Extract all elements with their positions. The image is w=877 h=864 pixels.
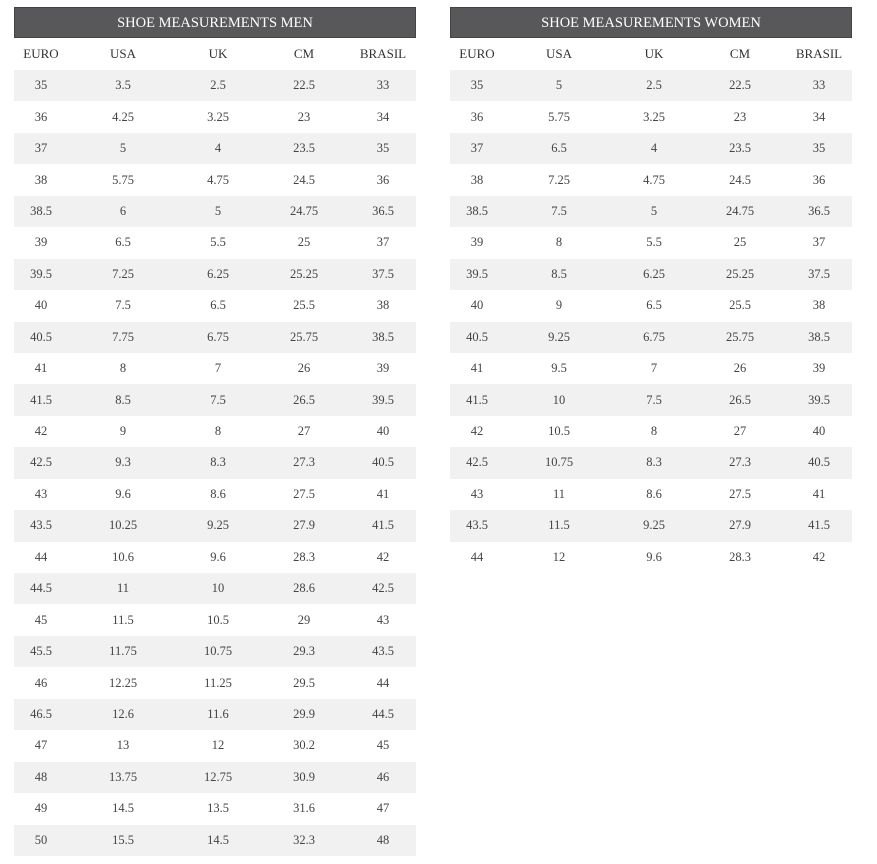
size-cell-euro: 37 (14, 133, 68, 164)
size-cell-cm: 27.3 (694, 447, 786, 478)
size-cell-cm: 28.3 (258, 542, 350, 573)
size-cell-uk: 10.75 (178, 636, 258, 667)
size-cell-cm: 30.9 (258, 762, 350, 793)
size-cell-uk: 6.5 (178, 290, 258, 321)
size-cell-uk: 8 (178, 416, 258, 447)
size-cell-cm: 29.9 (258, 699, 350, 730)
size-cell-euro: 43 (14, 479, 68, 510)
size-cell-euro: 50 (14, 825, 68, 856)
size-cell-cm: 27.5 (258, 479, 350, 510)
table-row (14, 416, 416, 447)
size-cell-brasil: 36 (786, 164, 852, 195)
table-row (450, 164, 852, 195)
table-row (14, 447, 416, 478)
size-cell-usa: 8 (504, 227, 614, 258)
size-cell-brasil: 44 (350, 667, 416, 698)
table-row (14, 730, 416, 761)
size-cell-uk: 4 (178, 133, 258, 164)
size-cell-uk: 7 (614, 353, 694, 384)
size-cell-uk: 5.5 (614, 227, 694, 258)
size-cell-uk: 6.25 (178, 259, 258, 290)
men-header-euro: EURO (23, 46, 59, 61)
table-row (14, 196, 416, 227)
size-cell-brasil: 41.5 (786, 510, 852, 541)
size-cell-uk: 10.5 (178, 604, 258, 635)
women-table-title: SHOE MEASUREMENTS WOMEN (450, 7, 852, 38)
size-cell-uk: 11.25 (178, 667, 258, 698)
table-row (450, 227, 852, 258)
table-row (450, 101, 852, 132)
size-cell-brasil: 33 (350, 70, 416, 101)
size-cell-uk: 8.6 (178, 479, 258, 510)
size-cell-uk: 3.25 (178, 101, 258, 132)
table-row (14, 636, 416, 667)
size-cell-euro: 44 (450, 542, 504, 573)
table-row (14, 259, 416, 290)
size-cell-brasil: 41 (786, 479, 852, 510)
size-cell-euro: 38 (14, 164, 68, 195)
size-cell-uk: 9.25 (614, 510, 694, 541)
size-cell-usa: 4.25 (68, 101, 178, 132)
size-cell-brasil: 42 (786, 542, 852, 573)
size-cell-brasil: 41 (350, 479, 416, 510)
size-cell-usa: 10.25 (68, 510, 178, 541)
size-cell-brasil: 39 (350, 353, 416, 384)
size-cell-euro: 41 (14, 353, 68, 384)
size-cell-cm: 25.5 (258, 290, 350, 321)
table-row (14, 133, 416, 164)
size-cell-cm: 24.5 (694, 164, 786, 195)
table-row (450, 322, 852, 353)
size-cell-usa: 11.75 (68, 636, 178, 667)
size-cell-euro: 41 (450, 353, 504, 384)
size-cell-usa: 5 (68, 133, 178, 164)
table-row (14, 510, 416, 541)
size-cell-brasil: 34 (350, 101, 416, 132)
size-cell-euro: 44 (14, 542, 68, 573)
size-cell-uk: 9.25 (178, 510, 258, 541)
table-row (14, 762, 416, 793)
size-cell-uk: 4.75 (614, 164, 694, 195)
size-cell-euro: 42 (14, 416, 68, 447)
size-cell-euro: 38 (450, 164, 504, 195)
size-cell-uk: 4 (614, 133, 694, 164)
size-cell-euro: 39.5 (450, 259, 504, 290)
size-cell-uk: 7.5 (178, 384, 258, 415)
size-cell-usa: 5.75 (504, 101, 614, 132)
size-cell-cm: 27.9 (258, 510, 350, 541)
size-cell-brasil: 38.5 (350, 322, 416, 353)
size-cell-usa: 13 (68, 730, 178, 761)
women-header-cm: CM (729, 46, 751, 61)
size-cell-uk: 7 (178, 353, 258, 384)
women-header-usa: USA (545, 46, 572, 61)
size-cell-euro: 45.5 (14, 636, 68, 667)
size-cell-usa: 6.5 (68, 227, 178, 258)
size-cell-brasil: 36.5 (350, 196, 416, 227)
size-cell-euro: 46 (14, 667, 68, 698)
size-cell-euro: 48 (14, 762, 68, 793)
table-row (450, 133, 852, 164)
size-cell-cm: 27.5 (694, 479, 786, 510)
size-cell-brasil: 35 (350, 133, 416, 164)
table-row (450, 259, 852, 290)
table-row (14, 542, 416, 573)
size-cell-uk: 8.3 (614, 447, 694, 478)
size-cell-cm: 25.75 (258, 322, 350, 353)
size-cell-euro: 49 (14, 793, 68, 824)
size-cell-brasil: 48 (350, 825, 416, 856)
size-cell-uk: 5.5 (178, 227, 258, 258)
size-cell-usa: 12.25 (68, 667, 178, 698)
size-cell-usa: 11 (68, 573, 178, 604)
table-row (450, 353, 852, 384)
size-cell-usa: 9.3 (68, 447, 178, 478)
size-cell-brasil: 40.5 (786, 447, 852, 478)
size-cell-cm: 26 (694, 353, 786, 384)
size-cell-usa: 7.5 (504, 196, 614, 227)
table-row (450, 542, 852, 573)
men-header-brasil: BRASIL (359, 46, 407, 61)
size-cell-euro: 42.5 (14, 447, 68, 478)
table-row (450, 384, 852, 415)
size-cell-usa: 11.5 (504, 510, 614, 541)
size-cell-brasil: 39 (786, 353, 852, 384)
size-cell-cm: 26 (258, 353, 350, 384)
size-cell-cm: 24.75 (258, 196, 350, 227)
size-cell-uk: 7.5 (614, 384, 694, 415)
size-cell-brasil: 45 (350, 730, 416, 761)
size-cell-euro: 40.5 (450, 322, 504, 353)
size-cell-cm: 31.6 (258, 793, 350, 824)
size-cell-usa: 9 (68, 416, 178, 447)
size-cell-euro: 35 (14, 70, 68, 101)
size-cell-uk: 8 (614, 416, 694, 447)
table-row (450, 416, 852, 447)
table-row (14, 699, 416, 730)
size-cell-euro: 38.5 (14, 196, 68, 227)
size-cell-uk: 8.3 (178, 447, 258, 478)
table-row (14, 353, 416, 384)
size-cell-cm: 28.3 (694, 542, 786, 573)
size-cell-usa: 9 (504, 290, 614, 321)
size-cell-euro: 36 (450, 101, 504, 132)
size-cell-usa: 5 (504, 70, 614, 101)
table-row (14, 825, 416, 856)
men-table-body (14, 70, 416, 856)
size-cell-brasil: 38 (350, 290, 416, 321)
size-cell-brasil: 40.5 (350, 447, 416, 478)
size-cell-uk: 10 (178, 573, 258, 604)
size-cell-usa: 3.5 (68, 70, 178, 101)
size-cell-usa: 7.75 (68, 322, 178, 353)
size-cell-brasil: 47 (350, 793, 416, 824)
size-cell-cm: 23.5 (694, 133, 786, 164)
size-cell-usa: 11 (504, 479, 614, 510)
size-cell-brasil: 38 (786, 290, 852, 321)
women-size-table (450, 7, 852, 573)
size-cell-usa: 14.5 (68, 793, 178, 824)
size-cell-usa: 10 (504, 384, 614, 415)
size-cell-uk: 6.75 (178, 322, 258, 353)
size-cell-uk: 2.5 (614, 70, 694, 101)
size-cell-usa: 9.5 (504, 353, 614, 384)
size-cell-uk: 14.5 (178, 825, 258, 856)
size-cell-brasil: 43 (350, 604, 416, 635)
size-cell-cm: 29 (258, 604, 350, 635)
size-cell-uk: 5 (614, 196, 694, 227)
size-cell-cm: 29.5 (258, 667, 350, 698)
table-row (14, 101, 416, 132)
size-cell-cm: 32.3 (258, 825, 350, 856)
table-row (14, 384, 416, 415)
size-cell-uk: 6.25 (614, 259, 694, 290)
size-cell-uk: 3.25 (614, 101, 694, 132)
size-cell-uk: 12 (178, 730, 258, 761)
size-cell-uk: 12.75 (178, 762, 258, 793)
size-cell-euro: 41.5 (450, 384, 504, 415)
size-cell-brasil: 39.5 (350, 384, 416, 415)
table-row (14, 793, 416, 824)
size-cell-euro: 42.5 (450, 447, 504, 478)
size-cell-brasil: 36 (350, 164, 416, 195)
table-row (14, 164, 416, 195)
size-cell-euro: 36 (14, 101, 68, 132)
size-cell-uk: 13.5 (178, 793, 258, 824)
men-header-row (14, 38, 416, 70)
size-cell-brasil: 34 (786, 101, 852, 132)
size-cell-cm: 23 (258, 101, 350, 132)
size-cell-brasil: 39.5 (786, 384, 852, 415)
size-cell-uk: 5 (178, 196, 258, 227)
women-header-uk: UK (644, 46, 664, 61)
table-row (14, 70, 416, 101)
size-cell-cm: 25 (258, 227, 350, 258)
size-cell-euro: 46.5 (14, 699, 68, 730)
size-cell-brasil: 38.5 (786, 322, 852, 353)
size-cell-brasil: 33 (786, 70, 852, 101)
size-cell-brasil: 40 (350, 416, 416, 447)
table-row (450, 196, 852, 227)
size-cell-euro: 39 (450, 227, 504, 258)
size-cell-cm: 24.5 (258, 164, 350, 195)
women-header-row (450, 38, 852, 70)
size-cell-usa: 7.5 (68, 290, 178, 321)
size-cell-cm: 24.75 (694, 196, 786, 227)
size-cell-cm: 25 (694, 227, 786, 258)
size-cell-cm: 29.3 (258, 636, 350, 667)
table-row (14, 479, 416, 510)
size-cell-usa: 10.6 (68, 542, 178, 573)
size-cell-usa: 9.25 (504, 322, 614, 353)
size-cell-euro: 37 (450, 133, 504, 164)
size-cell-brasil: 46 (350, 762, 416, 793)
size-cell-usa: 15.5 (68, 825, 178, 856)
size-cell-cm: 26.5 (258, 384, 350, 415)
size-cell-uk: 9.6 (178, 542, 258, 573)
table-row (14, 227, 416, 258)
size-cell-usa: 8.5 (68, 384, 178, 415)
size-cell-cm: 27 (258, 416, 350, 447)
size-cell-cm: 27.3 (258, 447, 350, 478)
size-cell-uk: 9.6 (614, 542, 694, 573)
size-cell-cm: 25.25 (694, 259, 786, 290)
table-row (450, 70, 852, 101)
size-cell-brasil: 43.5 (350, 636, 416, 667)
size-cell-usa: 7.25 (68, 259, 178, 290)
men-header-uk: UK (208, 46, 228, 61)
size-cell-brasil: 36.5 (786, 196, 852, 227)
men-table-title: SHOE MEASUREMENTS MEN (14, 7, 416, 38)
size-cell-cm: 27.9 (694, 510, 786, 541)
size-cell-cm: 22.5 (258, 70, 350, 101)
table-row (450, 510, 852, 541)
size-cell-euro: 40 (450, 290, 504, 321)
men-header-cm: CM (293, 46, 315, 61)
size-cell-brasil: 37.5 (786, 259, 852, 290)
size-cell-euro: 40.5 (14, 322, 68, 353)
size-cell-euro: 43.5 (14, 510, 68, 541)
size-cell-usa: 7.25 (504, 164, 614, 195)
size-cell-brasil: 37.5 (350, 259, 416, 290)
size-cell-cm: 23.5 (258, 133, 350, 164)
size-cell-brasil: 40 (786, 416, 852, 447)
size-cell-uk: 6.75 (614, 322, 694, 353)
table-row (450, 290, 852, 321)
size-cell-euro: 41.5 (14, 384, 68, 415)
size-cell-uk: 2.5 (178, 70, 258, 101)
women-header-brasil: BRASIL (795, 46, 843, 61)
size-cell-euro: 47 (14, 730, 68, 761)
size-cell-euro: 40 (14, 290, 68, 321)
size-cell-cm: 25.5 (694, 290, 786, 321)
men-header-usa: USA (109, 46, 136, 61)
size-cell-euro: 43.5 (450, 510, 504, 541)
size-cell-euro: 44.5 (14, 573, 68, 604)
size-cell-brasil: 42.5 (350, 573, 416, 604)
size-cell-cm: 25.75 (694, 322, 786, 353)
size-cell-cm: 23 (694, 101, 786, 132)
size-cell-usa: 12.6 (68, 699, 178, 730)
size-cell-usa: 10.75 (504, 447, 614, 478)
size-cell-usa: 13.75 (68, 762, 178, 793)
size-cell-euro: 45 (14, 604, 68, 635)
size-cell-euro: 38.5 (450, 196, 504, 227)
size-cell-usa: 11.5 (68, 604, 178, 635)
table-row (14, 573, 416, 604)
size-cell-usa: 10.5 (504, 416, 614, 447)
table-row (450, 447, 852, 478)
size-cell-brasil: 42 (350, 542, 416, 573)
size-cell-brasil: 41.5 (350, 510, 416, 541)
size-cell-cm: 28.6 (258, 573, 350, 604)
size-cell-euro: 43 (450, 479, 504, 510)
women-table-body (450, 70, 852, 573)
size-cell-usa: 6.5 (504, 133, 614, 164)
size-cell-uk: 8.6 (614, 479, 694, 510)
size-cell-brasil: 44.5 (350, 699, 416, 730)
table-row (450, 479, 852, 510)
table-row (14, 604, 416, 635)
men-size-table (14, 7, 416, 856)
size-cell-usa: 8 (68, 353, 178, 384)
size-cell-usa: 8.5 (504, 259, 614, 290)
size-cell-usa: 6 (68, 196, 178, 227)
size-cell-brasil: 35 (786, 133, 852, 164)
women-header-euro: EURO (459, 46, 495, 61)
size-cell-cm: 22.5 (694, 70, 786, 101)
table-row (14, 667, 416, 698)
size-cell-cm: 30.2 (258, 730, 350, 761)
size-cell-usa: 5.75 (68, 164, 178, 195)
size-cell-cm: 25.25 (258, 259, 350, 290)
size-cell-euro: 42 (450, 416, 504, 447)
size-cell-uk: 6.5 (614, 290, 694, 321)
size-cell-cm: 26.5 (694, 384, 786, 415)
size-cell-euro: 35 (450, 70, 504, 101)
size-cell-uk: 11.6 (178, 699, 258, 730)
table-row (14, 290, 416, 321)
size-cell-cm: 27 (694, 416, 786, 447)
size-cell-euro: 39 (14, 227, 68, 258)
size-cell-euro: 39.5 (14, 259, 68, 290)
size-cell-usa: 12 (504, 542, 614, 573)
size-cell-brasil: 37 (786, 227, 852, 258)
table-row (14, 322, 416, 353)
size-cell-uk: 4.75 (178, 164, 258, 195)
size-cell-brasil: 37 (350, 227, 416, 258)
size-cell-usa: 9.6 (68, 479, 178, 510)
